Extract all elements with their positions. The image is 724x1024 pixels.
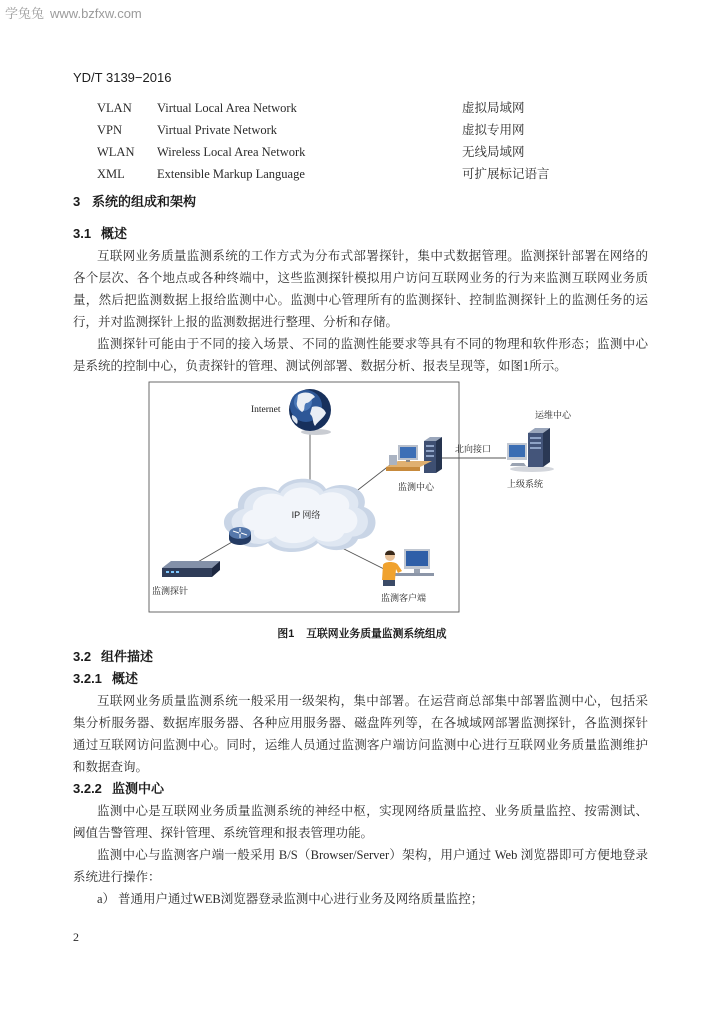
section-number: 3.2.1	[73, 671, 102, 686]
label-probe: 监测探针	[152, 586, 189, 596]
client-user-icon	[382, 549, 434, 586]
globe-icon	[289, 389, 331, 435]
abbreviation-english: Extensible Markup Language	[157, 167, 305, 181]
watermark	[5, 5, 142, 23]
list-item-text: 普通用户通过WEB浏览器登录监测中心进行业务及网络质量监控；	[118, 892, 484, 906]
abbreviation-chinese: 无线局域网	[462, 145, 525, 159]
figure-caption-label: 图1	[277, 628, 295, 640]
abbreviation-row	[97, 97, 617, 119]
section-3-2-heading	[73, 646, 648, 668]
text-line: 和数据查询。	[73, 760, 149, 774]
monitoring-center-server-icon	[386, 437, 442, 473]
link-ip-network-monitoring-center	[354, 465, 390, 493]
text-line: 互联网业务质量监测系统一般采用一级架构，集中部署。在运营商总部集中部署监测中心，包括采	[97, 694, 648, 708]
list-marker: a）	[97, 892, 116, 906]
probe-device-icon	[162, 561, 220, 577]
figure-caption-title: 互联网业务质量监测系统组成	[306, 628, 447, 640]
section-3-1-heading	[73, 223, 648, 245]
abbreviation-chinese: 虚拟专用网	[462, 123, 525, 137]
section-number: 3.2.2	[73, 781, 102, 796]
section-3-1	[73, 223, 648, 377]
paragraph	[73, 844, 648, 888]
section-number: 3.2	[73, 649, 92, 664]
text-line: 集分析服务器、数据库服务器、各种应用服务器、磁盘阵列等，在各城域网部署监测探针，各监测探针	[73, 716, 648, 730]
text-line: 阈值告警管理、探针管理、系统管理和报表管理功能。	[73, 826, 374, 840]
abbreviation-chinese: 虚拟局域网	[462, 101, 525, 115]
label-northbound-interface: 北向接口	[455, 444, 492, 454]
section-number: 3	[73, 194, 81, 209]
abbreviation: XML	[97, 167, 125, 181]
abbreviation-english: Virtual Local Area Network	[157, 101, 297, 115]
text-line: 系统进行操作：	[73, 870, 161, 884]
paragraph	[73, 245, 648, 333]
figure-caption	[0, 623, 724, 645]
abbreviation: VPN	[97, 123, 123, 137]
section-3-2-2-heading	[73, 778, 648, 800]
section-3-heading	[73, 191, 196, 213]
paragraph	[73, 333, 648, 377]
abbreviation-table	[97, 97, 617, 185]
list-item	[97, 888, 648, 910]
abbreviation: WLAN	[97, 145, 135, 159]
label-upper-system: 上级系统	[507, 479, 544, 489]
section-title: 监测中心	[112, 781, 165, 796]
label-operations-center: 运维中心	[535, 410, 572, 420]
text-line: 通过互联网访问监测中心。同时，运维人员通过监测客户端访问监测中心进行互联网业务质量监测维护	[73, 738, 648, 752]
section-3-2	[73, 646, 648, 910]
section-title: 概述	[112, 671, 139, 686]
paragraph	[73, 690, 648, 778]
section-title: 组件描述	[101, 649, 154, 664]
text-line: 各个层次、各个地点或各种终端中，这些监测探针模拟用户访问互联网业务的行为来监测互联网业务质	[73, 271, 648, 285]
label-client: 监测客户端	[381, 593, 427, 603]
text-line: 互联网业务质量监测系统的工作方式为分布式部署探针，集中式数据管理。监测探针部署在网络的	[97, 249, 648, 263]
watermark-site-name: 学兔兔	[5, 6, 45, 21]
text-line: 监测探针可能由于不同的接入场景、不同的监测性能要求等具有不同的物理和软件形态；监测中心	[97, 337, 648, 351]
section-title: 概述	[101, 226, 128, 241]
standard-number-header: YD/T 3139−2016	[73, 70, 172, 85]
watermark-url: www.bzfxw.com	[50, 6, 142, 21]
text-line: 量，然后把监测数据上报给监测中心。监测中心管理所有的监测探针、控制监测探针上的监测任务的运	[73, 293, 648, 307]
upper-system-computer-icon	[507, 428, 554, 472]
label-monitoring-center: 监测中心	[398, 482, 435, 492]
section-title: 系统的组成和架构	[92, 194, 197, 209]
abbreviation-chinese: 可扩展标记语言	[462, 167, 550, 181]
page-number: 2	[73, 930, 79, 944]
section-number: 3.1	[73, 226, 92, 241]
abbreviation-row	[97, 163, 617, 185]
abbreviation-row	[97, 119, 617, 141]
text-line: 监测中心是互联网业务质量监测系统的神经中枢，实现网络质量监控、业务质量监控、按需测试、	[97, 804, 648, 818]
figure-1-diagram	[140, 375, 610, 620]
router-icon	[229, 527, 251, 545]
section-3-2-1-heading	[73, 668, 648, 690]
label-ip-network: IP 网络	[291, 510, 321, 520]
abbreviation-english: Wireless Local Area Network	[157, 145, 306, 159]
link-router-probe	[196, 542, 232, 563]
abbreviation-row	[97, 141, 617, 163]
abbreviation-english: Virtual Private Network	[157, 123, 278, 137]
paragraph	[73, 800, 648, 844]
label-internet: Internet	[251, 405, 281, 415]
text-line: 监测中心与监测客户端一般采用 B/S（Browser/Server）架构，用户通过 Web 浏览器即可方便地登录	[97, 848, 648, 862]
text-line: 行，并对监测探针上报的监测数据进行整理、分析和存储。	[73, 315, 399, 329]
abbreviation: VLAN	[97, 101, 132, 115]
text-line: 是系统的控制中心，负责探针的管理、测试例部署、数据分析、报表呈现等，如图1所示。	[73, 359, 567, 373]
